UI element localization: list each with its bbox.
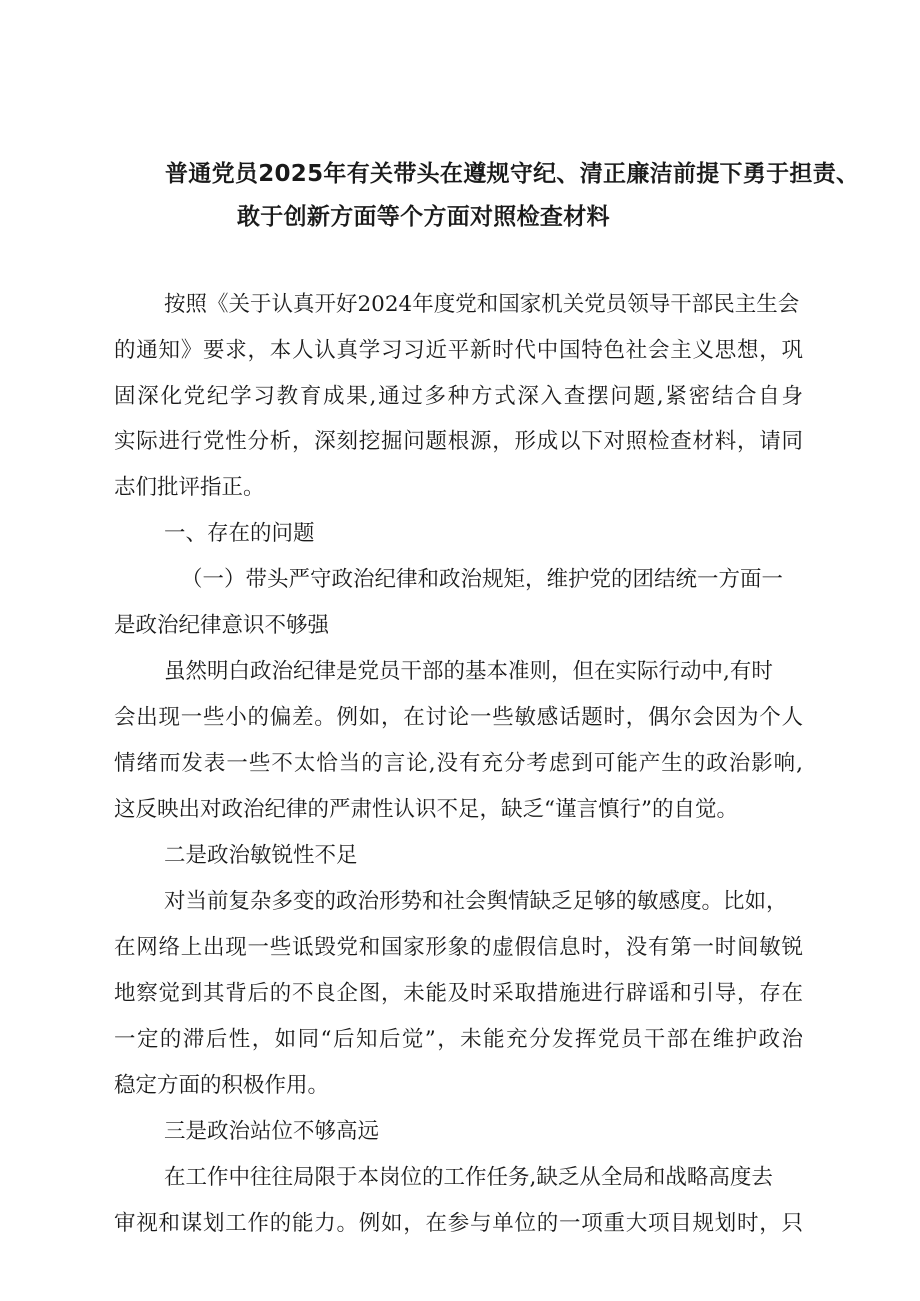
point-2-heading: 二是政治敏锐性不足	[164, 843, 358, 868]
paragraph-1-line-1: 虽然明白政治纪律是党员干部的基本准则，但在实际行动中,有时	[164, 659, 773, 684]
paragraph-1-line-3: 情绪而发表一些不太恰当的言论,没有充分考虑到可能产生的政治影响,	[114, 751, 803, 776]
subsection-heading-line-2: 是政治纪律意识不够强	[114, 613, 330, 638]
document-title-line-2: 敢于创新方面等个方面对照检查材料	[237, 204, 610, 230]
paragraph-2-line-4: 一定的滞后性，如同“后知后觉”，未能充分发挥党员干部在维护政治	[114, 1027, 803, 1052]
paragraph-intro-line-3: 固深化党纪学习教育成果,通过多种方式深入查摆问题,紧密结合自身	[114, 384, 803, 409]
paragraph-3-line-2: 审视和谋划工作的能力。例如，在参与单位的一项重大项目规划时，只	[114, 1211, 803, 1236]
paragraph-1-line-2: 会出现一些小的偏差。例如，在讨论一些敏感话题时，偶尔会因为个人	[114, 705, 803, 730]
section-heading: 一、存在的问题	[164, 521, 315, 546]
paragraph-intro-line-2: 的通知》要求，本人认真学习习近平新时代中国特色社会主义思想，巩	[114, 338, 803, 363]
paragraph-2-line-3: 地察觉到其背后的不良企图，未能及时采取措施进行辟谣和引导，存在	[114, 981, 803, 1006]
document-title-line-1: 普通党员2025年有关带头在遵规守纪、清正廉洁前提下勇于担责、	[165, 161, 860, 187]
paragraph-intro-line-4: 实际进行党性分析，深刻挖掘问题根源，形成以下对照检查材料，请同	[114, 429, 803, 454]
paragraph-3-line-1: 在工作中往往局限于本岗位的工作任务,缺乏从全局和战略高度去	[164, 1165, 773, 1190]
paragraph-2-line-1: 对当前复杂多变的政治形势和社会舆情缺乏足够的敏感度。比如，	[164, 889, 788, 914]
paragraph-2-line-2: 在网络上出现一些诋毁党和国家形象的虚假信息时，没有第一时间敏锐	[114, 935, 803, 960]
paragraph-2-line-5: 稳定方面的积极作用。	[114, 1073, 330, 1098]
paragraph-1-line-4: 这反映出对政治纪律的严肃性认识不足，缺乏“谨言慎行”的自觉。	[114, 797, 738, 822]
point-3-heading: 三是政治站位不够高远	[164, 1119, 380, 1144]
subsection-heading-line-1: （一）带头严守政治纪律和政治规矩，维护党的团结统一方面一	[181, 567, 784, 592]
paragraph-intro-line-1: 按照《关于认真开好2024年度党和国家机关党员领导干部民主生会	[164, 292, 800, 317]
paragraph-intro-line-5: 志们批评指正。	[114, 475, 265, 500]
